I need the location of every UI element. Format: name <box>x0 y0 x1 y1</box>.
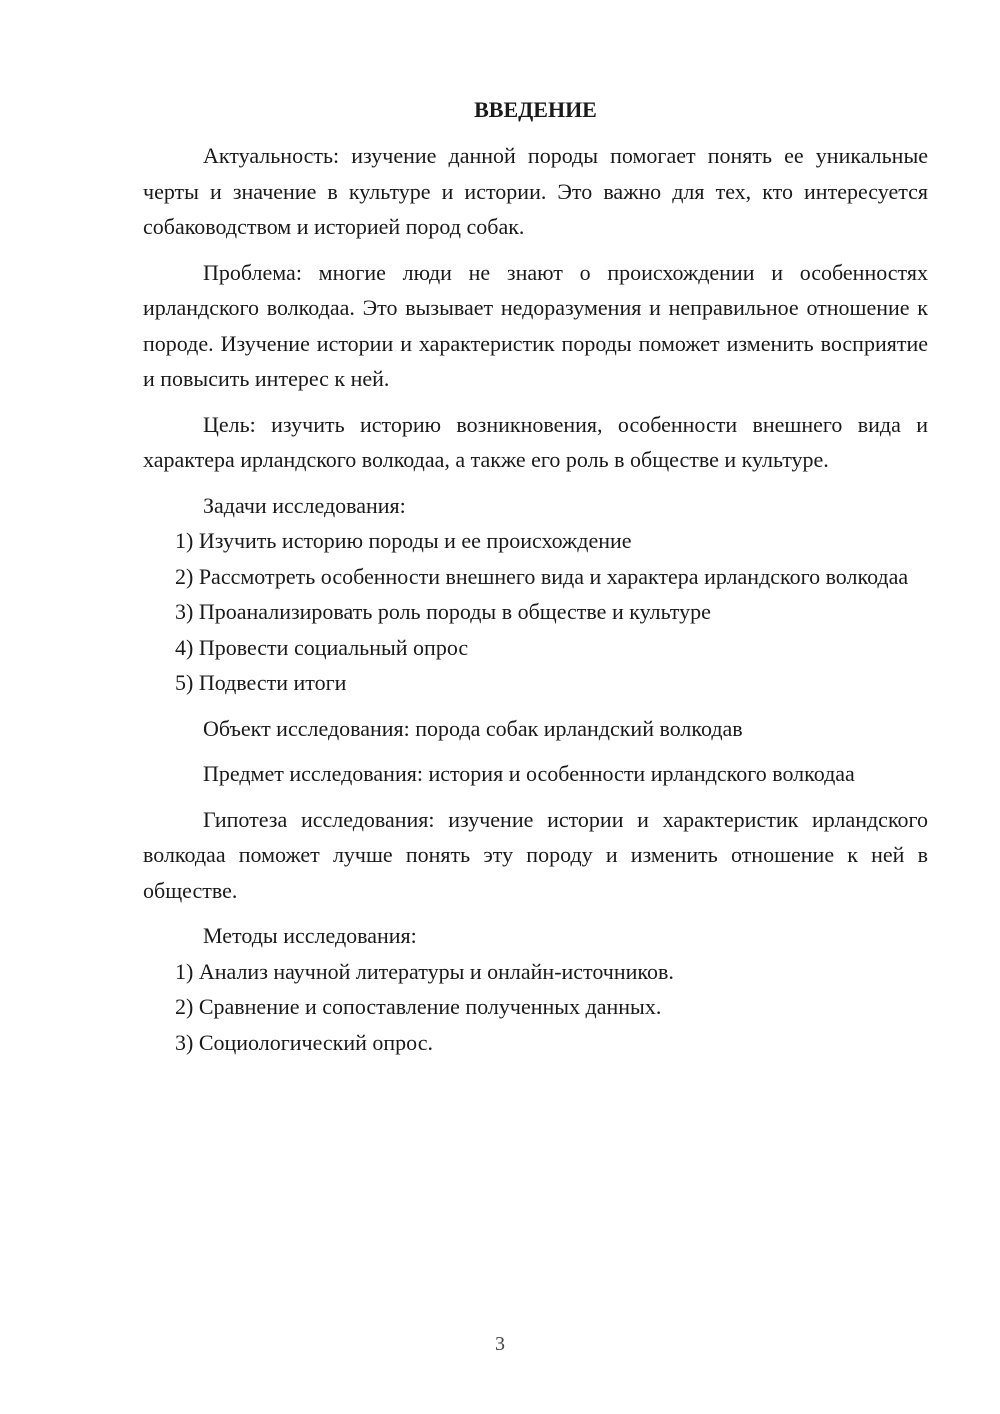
method-item-3: 3) Социологический опрос. <box>175 1029 433 1055</box>
task-item-2: 2) Рассмотреть особенности внешнего вида и характера ирландского волкодаа <box>175 563 909 589</box>
method-item-2: 2) Сравнение и сопоставление полученных данных. <box>175 994 662 1019</box>
task-item-3: 3) Проанализировать роль породы в обществе и культуре <box>175 599 711 624</box>
paragraph-subject: Предмет исследования: история и особенности ирландского волкодаа <box>203 761 855 786</box>
paragraph-goal: Цель: изучить историю возникновения, особенности внешнего вида и характера ирландского волкодаа, а также его роль в обществе и культуре. <box>143 411 928 472</box>
method-item-1: 1) Анализ научной литературы и онлайн-источников. <box>175 958 674 984</box>
document-page <box>143 94 928 1060</box>
paragraph-relevance: Актуальность: изучение данной породы помогает понять ее уникальные черты и значение в культуре и истории. Это важно для тех, кто интересуется собаководством и историей пород собак. <box>143 143 928 239</box>
paragraph-problem: Проблема: многие люди не знают о происхождении и особенностях ирландского волкодаа. Это вызывает недоразумения и неправильное отношение к породе. Изучение истории и характеристик породы поможет изменить восприятие и повысить интерес к ней. <box>143 259 928 391</box>
task-item-1: 1) Изучить историю породы и ее происхождение <box>175 528 632 553</box>
methods-heading: Методы исследования: <box>203 923 417 948</box>
tasks-heading: Задачи исследования: <box>203 492 406 518</box>
paragraph-hypothesis: Гипотеза исследования: изучение истории и характеристик ирландского волкодаа поможет лучше понять эту породу и изменить отношение к ней в обществе. <box>143 806 928 903</box>
task-item-5: 5) Подвести итоги <box>175 670 347 695</box>
section-title: ВВЕДЕНИЕ <box>474 97 597 122</box>
paragraph-object: Объект исследования: порода собак ирландский волкодав <box>203 715 743 741</box>
page-number: 3 <box>495 1333 505 1355</box>
task-item-4: 4) Провести социальный опрос <box>175 634 469 660</box>
